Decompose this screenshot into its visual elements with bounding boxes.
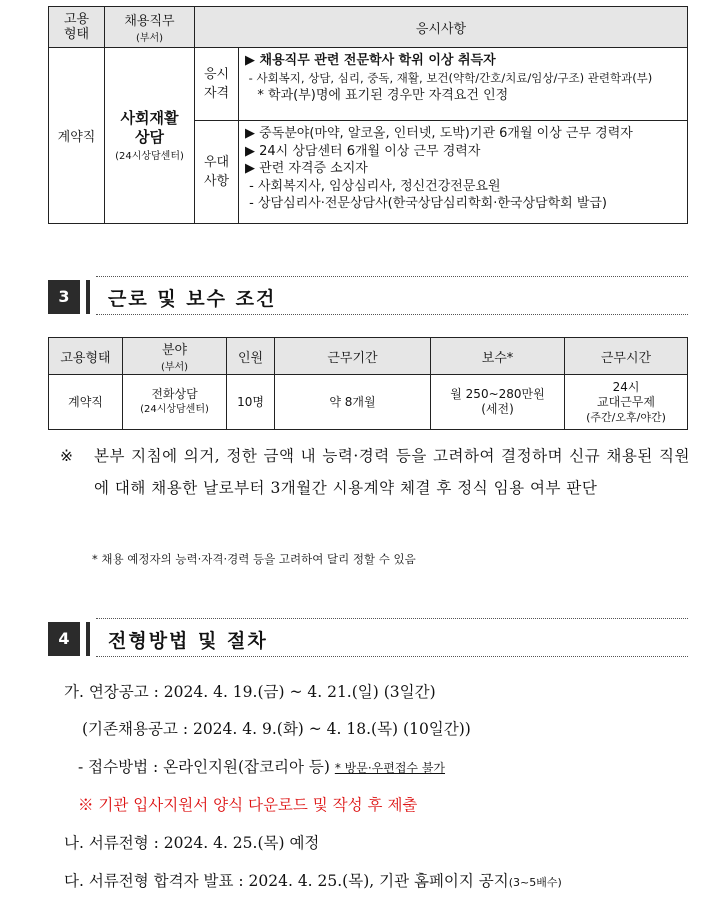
position-cell	[105, 48, 195, 224]
pref-list	[239, 121, 688, 224]
cell-hours-main: 24시 교대근무제	[597, 379, 655, 409]
section-4-rule-bottom	[96, 656, 688, 657]
th-pay: 보수*	[431, 338, 565, 375]
process-line-1: 가. 연장공고 : 2024. 4. 19.(금) ~ 4. 21.(일) (3일간)	[64, 683, 436, 701]
section-3-title: 근로 및 보수 조건	[108, 288, 277, 310]
pay-subnote: * 채용 예정자의 능력·자격·경력 등을 고려하여 달리 정할 수 있음	[92, 552, 416, 566]
position-dept: (24시상담센터)	[115, 151, 184, 162]
header-position-sub: (부서)	[135, 33, 164, 44]
pref-label: 우대 사항	[195, 121, 239, 224]
cell-field-sub: (24시상담센터)	[140, 404, 209, 415]
header-position-label: 채용직무	[124, 14, 175, 29]
emp-type-cell: 계약직	[49, 48, 105, 224]
th-field	[123, 338, 227, 375]
section-3-number: 3	[48, 280, 80, 314]
section-4-title: 전형방법 및 절차	[108, 630, 268, 652]
section-4-rule-top	[96, 618, 688, 619]
note-text: 본부 지침에 의거, 정한 금액 내 능력·경력 등을 고려하여 결정하며 신규 채용된 직원에 대해 채용한 날로부터 3개월간 시용계약 체결 후 정식 임용 여부 판단	[94, 447, 690, 497]
th-field-label: 분야	[161, 343, 188, 358]
cell-pay-main: 월 250~280만원	[450, 387, 545, 401]
process-line-6-text: 다. 서류전형 합격자 발표 : 2024. 4. 25.(목), 기관 홈페이지 공지	[64, 872, 509, 890]
qualification-table	[48, 6, 688, 224]
cell-pay-sub: (세전)	[481, 402, 514, 416]
pref-line-3: ▶ 관련 자격증 소지자	[245, 161, 368, 176]
table-row	[49, 375, 688, 430]
process-line-6	[64, 869, 562, 891]
cell-period: 약 8개월	[275, 375, 431, 430]
position-name: 사회재활 상담	[120, 109, 179, 146]
process-line-3-note: * 방문·우편접수 불가	[334, 761, 446, 775]
qual-label: 응시 자격	[195, 48, 239, 121]
process-line-3-text: - 접수방법 : 온라인지원(잡코리아 등)	[78, 758, 330, 776]
header-position	[105, 7, 195, 48]
conditions-table	[48, 337, 688, 430]
cell-count: 10명	[227, 375, 275, 430]
cell-type: 계약직	[49, 375, 123, 430]
header-emp-type: 고용 형태	[49, 7, 105, 48]
th-field-sub: (부서)	[160, 362, 189, 373]
section-4-bar	[86, 622, 90, 656]
th-count: 인원	[227, 338, 275, 375]
cell-hours-sub: (주간/오후/야간)	[586, 410, 666, 424]
section-3-bar	[86, 280, 90, 314]
section-3-rule-bottom	[96, 314, 688, 315]
cell-field-main: 전화상담	[151, 387, 198, 401]
section-4-header	[48, 622, 688, 656]
pref-line-5: - 상담심리사·전문상담사(한국상담심리학회·한국상담학회 발급)	[245, 196, 608, 211]
note-mark: ※	[60, 447, 73, 465]
pref-line-1: ▶ 중독분야(마약, 알코올, 인터넷, 도박)기관 6개월 이상 근무 경력자	[245, 126, 633, 141]
pay-note	[60, 440, 690, 504]
th-hours: 근무시간	[565, 338, 688, 375]
qual-line-1: ▶ 채용직무 관련 전문학사 학위 이상 취득자	[245, 53, 496, 68]
process-line-6-note: (3~5배수)	[508, 876, 562, 889]
qual-line-2: - 사회복지, 상담, 심리, 중독, 재활, 보건(약학/간호/치료/임상/구조) 관련학과(부)	[245, 70, 653, 85]
section-3-rule-top	[96, 276, 688, 277]
qual-list	[239, 48, 688, 121]
cell-pay	[431, 375, 565, 430]
process-line-4: ※ 기관 입사지원서 양식 다운로드 및 작성 후 제출	[78, 796, 418, 814]
qual-line-3: * 학과(부)명에 표기된 경우만 자격요건 인정	[245, 88, 509, 103]
process-line-2: (기존채용공고 : 2024. 4. 9.(화) ~ 4. 18.(목) (10일간))	[82, 720, 471, 738]
th-emp-type: 고용형태	[49, 338, 123, 375]
pref-line-4: - 사회복지사, 임상심리사, 정신건강전문요원	[245, 178, 501, 194]
pref-line-2: ▶ 24시 상담센터 6개월 이상 근무 경력자	[245, 143, 481, 159]
section-3-header	[48, 280, 688, 314]
process-line-3	[78, 755, 445, 777]
process-line-5: 나. 서류전형 : 2024. 4. 25.(목) 예정	[64, 834, 320, 852]
section-4-number: 4	[48, 622, 80, 656]
cell-hours	[565, 375, 688, 430]
th-period: 근무기간	[275, 338, 431, 375]
header-requirements: 응시사항	[195, 7, 688, 48]
cell-field	[123, 375, 227, 430]
